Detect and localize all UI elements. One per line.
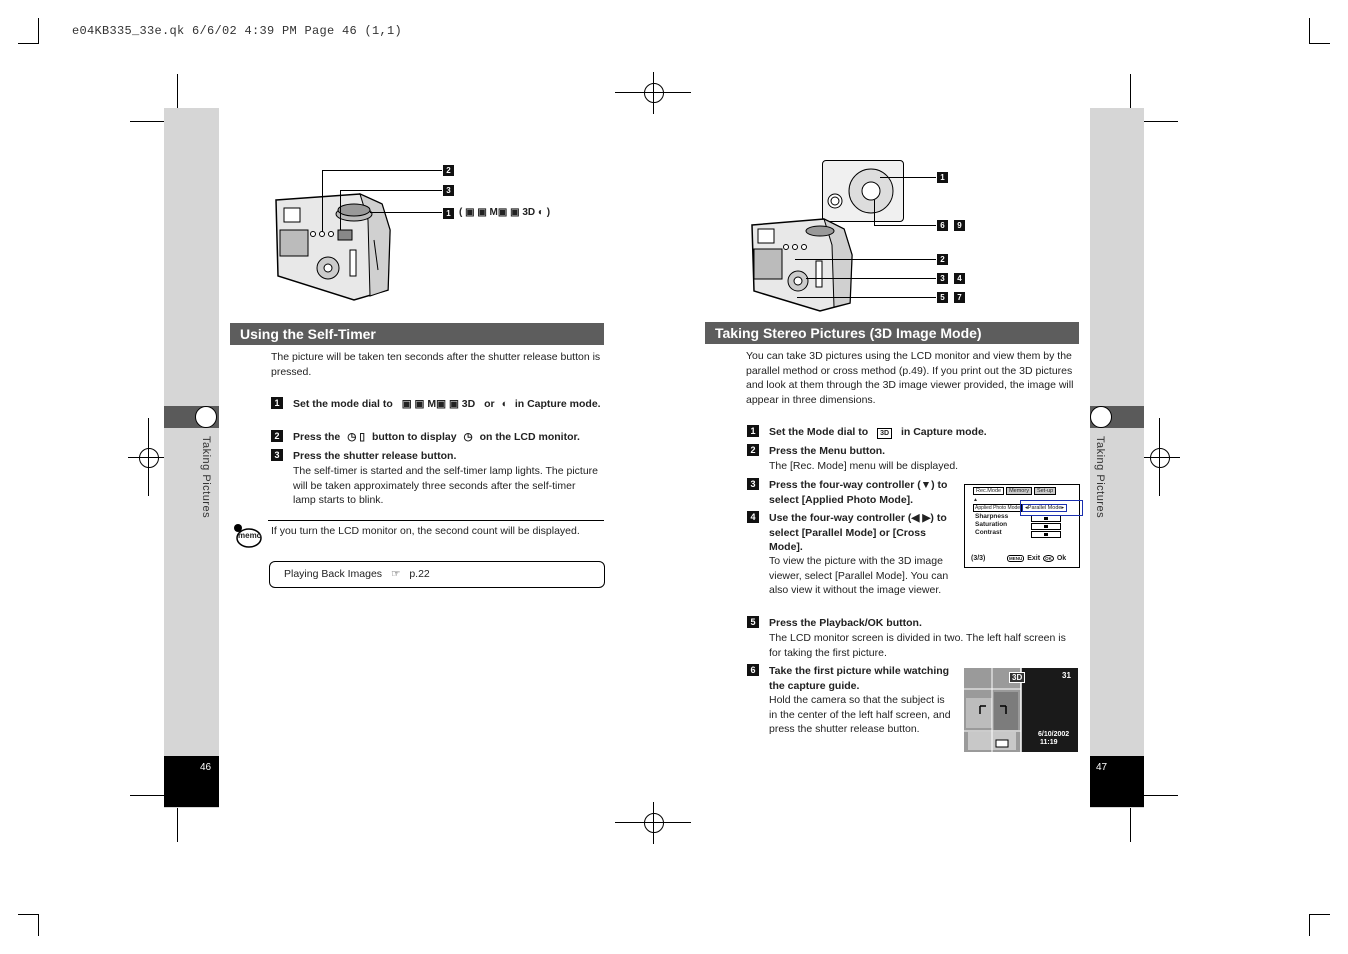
step-number: 6 xyxy=(747,664,759,676)
slider-contrast xyxy=(1031,531,1061,538)
memo-label: memo xyxy=(238,531,262,540)
callout-line xyxy=(874,200,875,225)
menu-row-sharpness: Sharpness xyxy=(975,513,1009,520)
menu-row-contrast: Contrast xyxy=(975,529,1002,536)
step-number: 3 xyxy=(271,449,283,461)
3d-mode-icon: 3D xyxy=(1009,672,1025,683)
step-detail: The LCD monitor screen is divided in two. The left half screen is for taking the first picture. xyxy=(769,632,1066,659)
left-chapter-tab-circle xyxy=(195,406,217,428)
lcd-date: 6/10/2002 xyxy=(1038,731,1070,738)
callout-line xyxy=(340,190,442,191)
crop-mark xyxy=(1309,914,1330,915)
crop-mark xyxy=(1130,806,1131,842)
callout-7: 7 xyxy=(954,292,965,303)
step-detail: To view the picture with the 3D image viewer, select [Parallel Mode]. You can also view it without the image viewer. xyxy=(769,555,949,596)
callout-1-mode-icons: ( ▣ ▣ M▣ ▣ 3D ◐ ) xyxy=(459,207,551,218)
step-text: Press the Menu button. xyxy=(769,445,886,457)
callout-2: 2 xyxy=(443,165,454,176)
menu-row-applied-photo-mode: Applied Photo Mode ◂Parallel Mode▸ xyxy=(973,504,1073,512)
crop-mark xyxy=(177,806,178,842)
menu-tab-setup: Set-up xyxy=(1034,487,1056,495)
crop-mark xyxy=(18,43,39,44)
right-page-number: 47 xyxy=(1096,762,1108,773)
step-number: 2 xyxy=(747,444,759,456)
crop-mark xyxy=(1309,914,1310,936)
slug-line: e04KB335_33e.qk 6/6/02 4:39 PM Page 46 (1,1) xyxy=(72,24,403,38)
intro-text: You can take 3D pictures using the LCD monitor and view them by the parallel method or cross method (p.49). If you print out the 3D pictures and look at them through the 3D image viewer provided, the image will appear in three dimensions. xyxy=(746,350,1074,406)
callout-line xyxy=(795,259,936,260)
step-detail: The self-timer is started and the self-timer lamp lights. The picture will be taken approximately three seconds after the self-timer lamp starts to blink. xyxy=(293,465,599,506)
crop-mark xyxy=(18,914,39,915)
camera-illustration-right xyxy=(748,205,860,315)
crop-mark xyxy=(1130,74,1131,110)
self-timer-button-icon: ◷ ▯ xyxy=(347,431,366,443)
menu-page-indicator: (3/3) xyxy=(971,555,986,562)
callout-line xyxy=(797,297,936,298)
movie-icon: ◐ xyxy=(501,398,508,410)
step-text: Set the mode dial to ▣ ▣ M▣ ▣ 3D or ◐ in Capture mode. xyxy=(293,398,601,410)
reference-box: Playing Back Images ☞ p.22 xyxy=(269,561,605,588)
crop-mark xyxy=(130,121,166,122)
memo-divider xyxy=(268,520,604,521)
callout-5: 5 xyxy=(937,292,948,303)
slider-saturation xyxy=(1031,523,1061,530)
left-page-number: 46 xyxy=(200,762,212,773)
menu-row-saturation: Saturation xyxy=(975,521,1008,528)
callout-1: 1 xyxy=(443,208,454,219)
crop-mark xyxy=(177,74,178,110)
shots-remaining: 31 xyxy=(1062,671,1071,680)
menu-highlight xyxy=(1020,500,1083,516)
right-side-label: Taking Pictures xyxy=(1094,436,1106,519)
callout-line xyxy=(874,225,936,226)
step-detail: The [Rec. Mode] menu will be displayed. xyxy=(769,460,959,472)
reference-icon: ☞ xyxy=(390,568,401,580)
step-text: Set the Mode dial to 3D in Capture mode. xyxy=(769,426,987,438)
slider-sharpness xyxy=(1031,515,1061,522)
step-number: 1 xyxy=(271,397,283,409)
crop-mark xyxy=(130,795,166,796)
intro-text: The picture will be taken ten seconds after the shutter release button is pressed. xyxy=(271,351,601,378)
crop-mark xyxy=(38,914,39,936)
step-text: Press the ◷ ▯ button to display ◷ on the LCD monitor. xyxy=(293,431,580,443)
section-title-3d-mode: Taking Stereo Pictures (3D Image Mode) xyxy=(705,322,1079,344)
right-chapter-tab-circle xyxy=(1090,406,1112,428)
step-text: Press the four-way controller (▼) to select [Applied Photo Mode]. xyxy=(769,479,948,506)
mode-icons: ▣ ▣ M▣ ▣ 3D xyxy=(401,398,476,410)
crop-mark xyxy=(1140,795,1178,796)
step-number: 2 xyxy=(271,430,283,442)
callout-line xyxy=(322,170,323,232)
callout-9: 9 xyxy=(954,220,965,231)
menu-key-icon: MENU xyxy=(1009,556,1023,561)
step-detail: Hold the camera so that the subject is in the center of the left half screen, and press the shutter release button. xyxy=(769,694,951,735)
callout-line xyxy=(370,212,442,213)
step-number: 1 xyxy=(747,425,759,437)
callout-2: 2 xyxy=(937,254,948,265)
step-text: Use the four-way controller (◀ ▶) to select [Parallel Mode] or [Cross Mode]. xyxy=(769,512,947,553)
lcd-capture-guide-screen xyxy=(964,668,1078,752)
menu-tab-memory: Memory xyxy=(1006,487,1032,495)
rec-mode-menu-screen: Rec.Mode Memory Set-up ▲ Applied Photo Mode ◂Parallel Mode▸ Sharpness Saturation Contrast (3/3) MENU Exit OK Ok xyxy=(964,484,1080,568)
callout-4: 4 xyxy=(954,273,965,284)
camera-illustration-left xyxy=(270,160,400,306)
callout-1: 1 xyxy=(937,172,948,183)
callout-line xyxy=(322,170,442,171)
callout-3: 3 xyxy=(937,273,948,284)
3d-mode-icon: 3D xyxy=(877,428,892,439)
lcd-time: 11:19 xyxy=(1040,739,1058,746)
crop-mark xyxy=(1309,43,1330,44)
self-timer-icon: ◷ xyxy=(463,431,473,443)
callout-line xyxy=(806,278,936,279)
menu-tab-rec-mode: Rec.Mode xyxy=(973,487,1004,495)
callout-6: 6 xyxy=(937,220,948,231)
callout-line xyxy=(340,190,341,230)
step-text: Press the shutter release button. xyxy=(293,450,457,462)
step-text: Press the Playback/OK button. xyxy=(769,617,922,629)
left-side-label: Taking Pictures xyxy=(200,436,212,519)
crop-mark xyxy=(38,18,39,44)
section-title-self-timer: Using the Self-Timer xyxy=(230,323,604,345)
step-number: 4 xyxy=(747,511,759,523)
memo-icon xyxy=(232,523,262,549)
step-text: Take the first picture while watching the capture guide. xyxy=(769,665,950,692)
step-number: 5 xyxy=(747,616,759,628)
memo-text: If you turn the LCD monitor on, the second count will be displayed. xyxy=(271,525,580,537)
callout-3: 3 xyxy=(443,185,454,196)
callout-line xyxy=(880,177,936,178)
step-number: 3 xyxy=(747,478,759,490)
crop-mark xyxy=(1309,18,1310,44)
crop-mark xyxy=(1140,121,1178,122)
ok-key-icon: OK xyxy=(1045,556,1052,561)
